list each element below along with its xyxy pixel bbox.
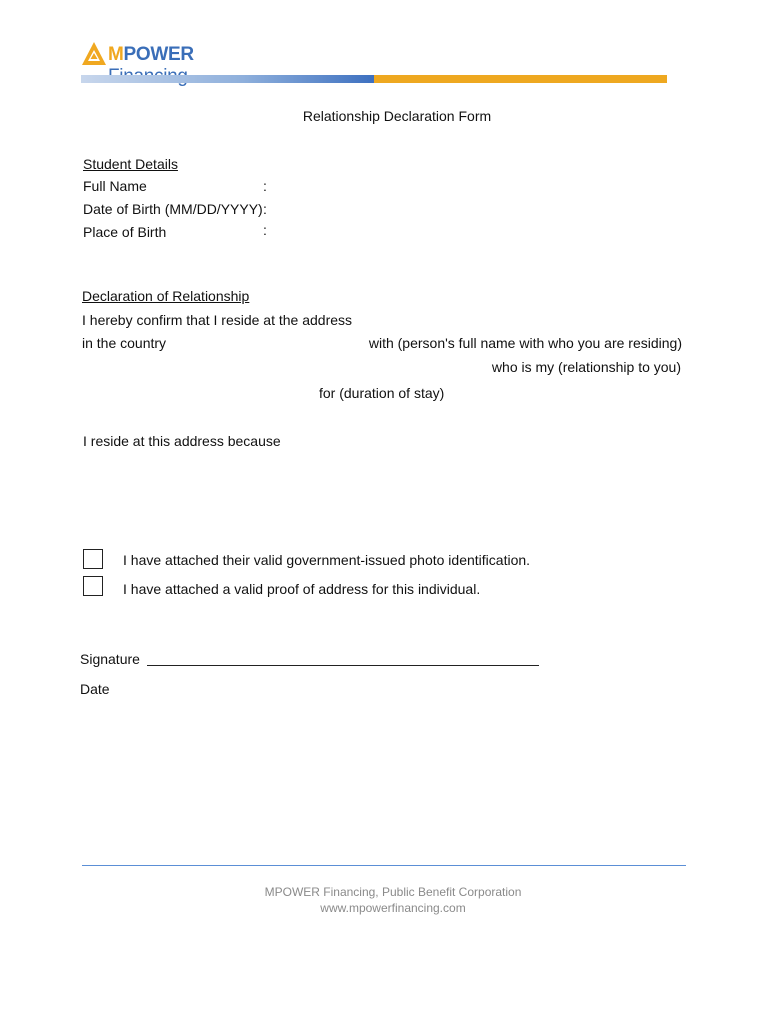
logo-brand-m: M bbox=[108, 44, 124, 65]
proof-of-address-checkbox-label: I have attached a valid proof of address for this individual. bbox=[123, 581, 481, 597]
footer-company: MPOWER Financing, Public Benefit Corporation bbox=[264, 885, 522, 899]
declaration-line2-country: in the country bbox=[82, 335, 167, 351]
declaration-reason: I reside at this address because bbox=[83, 433, 281, 449]
logo-brand-power: POWER bbox=[123, 44, 194, 65]
photo-id-checkbox-label: I have attached their valid government-issued photo identification. bbox=[123, 552, 531, 568]
proof-of-address-checkbox[interactable] bbox=[83, 576, 103, 596]
dob-label: Date of Birth (MM/DD/YYYY) bbox=[83, 201, 263, 217]
place-of-birth-label: Place of Birth bbox=[83, 224, 167, 240]
student-details-heading: Student Details bbox=[83, 156, 178, 172]
declaration-heading: Declaration of Relationship bbox=[82, 288, 250, 304]
declaration-line3-relationship: who is my (relationship to you) bbox=[491, 359, 681, 375]
place-of-birth-separator: : bbox=[263, 222, 267, 238]
form-title: Relationship Declaration Form bbox=[302, 108, 492, 124]
dob-separator: : bbox=[263, 201, 267, 217]
declaration-line4-duration: for (duration of stay) bbox=[319, 385, 445, 401]
signature-label: Signature bbox=[80, 651, 140, 667]
header-bar-orange bbox=[374, 75, 667, 83]
photo-id-checkbox[interactable] bbox=[83, 549, 103, 569]
date-label: Date bbox=[80, 681, 110, 697]
footer-divider bbox=[82, 865, 686, 866]
full-name-separator: : bbox=[263, 178, 267, 194]
signature-line[interactable] bbox=[147, 665, 539, 666]
header-bar-blue bbox=[81, 75, 374, 83]
mpower-star-icon bbox=[81, 41, 107, 67]
full-name-label: Full Name bbox=[83, 178, 147, 194]
declaration-line2-person: with (person's full name with who you are residing) bbox=[368, 335, 682, 351]
declaration-line1: I hereby confirm that I reside at the address bbox=[82, 312, 353, 328]
footer-website: www.mpowerfinancing.com bbox=[320, 901, 466, 915]
